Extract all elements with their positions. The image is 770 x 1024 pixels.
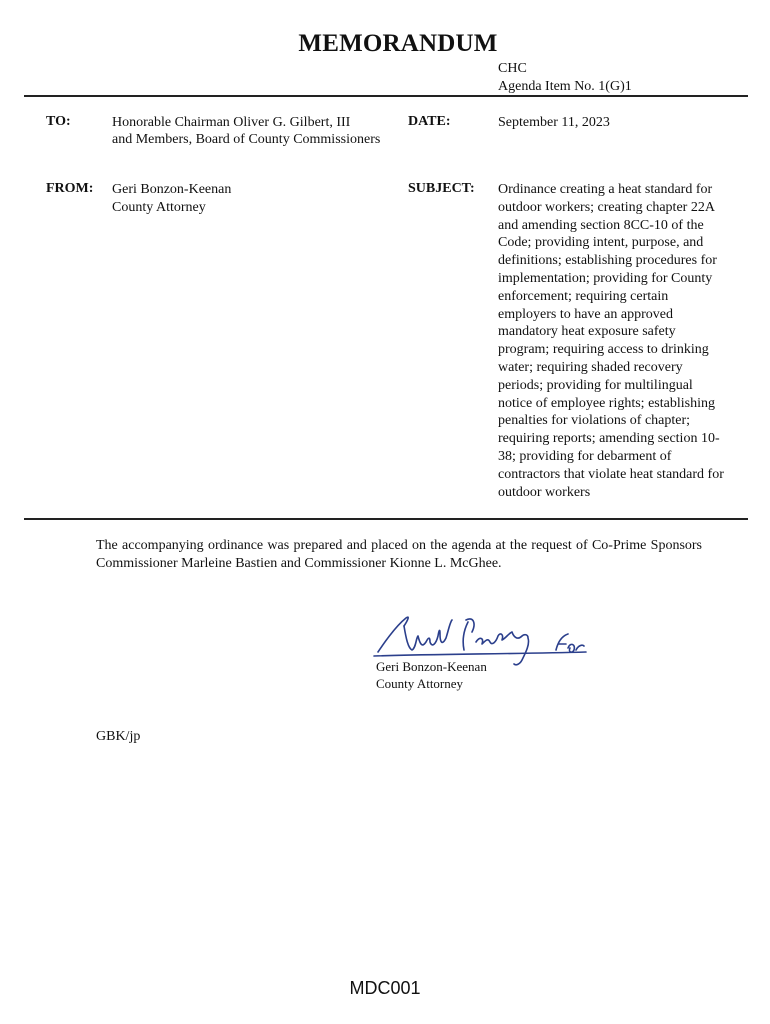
date-label: DATE:	[408, 114, 451, 129]
subject-line: periods; providing for multilingual	[498, 377, 693, 393]
subject-line: program; requiring access to drinking	[498, 342, 709, 358]
subject-line: penalties for violations of chapter;	[498, 413, 691, 429]
signer-name: Geri Bonzon-Keenan	[376, 659, 487, 674]
document-code: MDC001	[349, 978, 421, 998]
header-divider	[24, 95, 748, 97]
subject-line: Ordinance creating a heat standard for	[498, 182, 713, 197]
to-label: TO:	[46, 114, 71, 129]
typist-initials: GBK/jp	[96, 729, 141, 744]
subject-line: outdoor workers	[498, 484, 591, 500]
memo-body-paragraph: The accompanying ordinance was prepared and placed on the agenda at the request of Co-Prime Sponsors Commissioner Marleine Bastien and Commissioner Kionne L. McGhee.	[96, 538, 702, 571]
from-sender-title: County Attorney	[112, 200, 206, 215]
subject-line: enforcement; requiring certain	[498, 288, 669, 304]
subject-line: definitions; establishing procedures for	[498, 253, 717, 269]
signature-block	[376, 658, 487, 692]
date-value: September 11, 2023	[498, 115, 610, 130]
subject-line: water; requiring shaded recovery	[498, 359, 683, 375]
committee-code: CHC	[498, 61, 527, 76]
to-recipient-line2: and Members, Board of County Commissioners	[112, 132, 381, 147]
body-divider	[24, 518, 748, 520]
memo-title: MEMORANDUM	[298, 30, 498, 57]
subject-line: 38; providing for debarment of	[498, 448, 672, 464]
subject-line: implementation; providing for County	[498, 270, 713, 286]
signer-title: County Attorney	[376, 676, 464, 691]
agenda-item-number: Agenda Item No. 1(G)1	[498, 79, 632, 94]
subject-line: mandatory heat exposure safety	[498, 324, 676, 340]
from-sender-name: Geri Bonzon-Keenan	[112, 182, 232, 197]
subject-line: Code; providing intent, purpose, and	[498, 235, 704, 251]
from-label: FROM:	[46, 181, 94, 196]
subject-line: contractors that violate heat standard for	[498, 466, 724, 482]
subject-line: notice of employee rights; establishing	[498, 395, 715, 411]
subject-line: requiring reports; amending section 10-	[498, 431, 720, 447]
to-recipient-line1: Honorable Chairman Oliver G. Gilbert, III	[112, 115, 351, 130]
subject-label: SUBJECT:	[408, 181, 475, 196]
subject-text	[498, 181, 750, 501]
subject-line: outdoor workers; creating chapter 22A	[498, 199, 715, 215]
subject-line: employers to have an approved	[498, 306, 673, 322]
subject-line: and amending section 8CC-10 of the	[498, 217, 704, 233]
